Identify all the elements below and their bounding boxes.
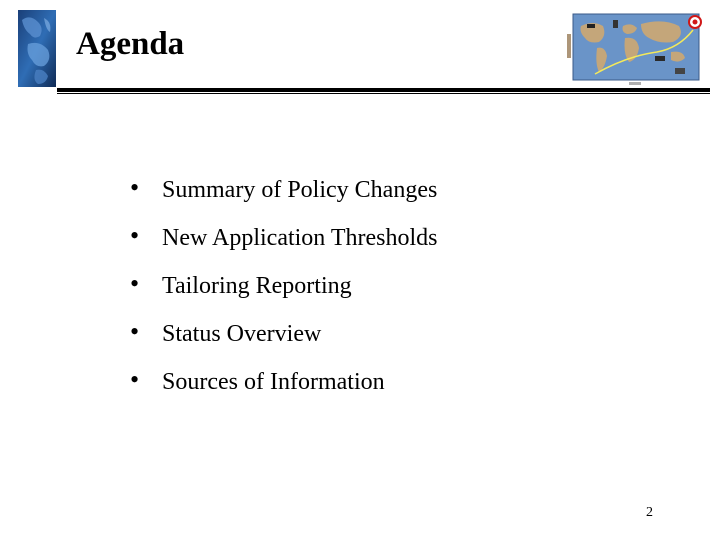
bullet-icon: •	[130, 365, 140, 394]
agenda-item-label: New Application Thresholds	[162, 225, 438, 251]
page-number: 2	[646, 505, 653, 520]
title-rule-thin	[57, 93, 710, 94]
bullet-icon: •	[130, 221, 140, 250]
title-rule-thick	[57, 88, 710, 92]
world-map-logistics-icon	[567, 12, 709, 88]
agenda-item-label: Sources of Information	[162, 369, 385, 395]
bullet-icon: •	[130, 173, 140, 202]
bullet-icon: •	[130, 317, 140, 346]
agenda-item-label: Summary of Policy Changes	[162, 177, 438, 203]
slide-title: Agenda	[76, 26, 185, 62]
globe-logo-icon	[18, 10, 56, 87]
agenda-item-label: Tailoring Reporting	[162, 273, 352, 299]
bullet-icon: •	[130, 269, 140, 298]
agenda-item-label: Status Overview	[162, 321, 322, 347]
